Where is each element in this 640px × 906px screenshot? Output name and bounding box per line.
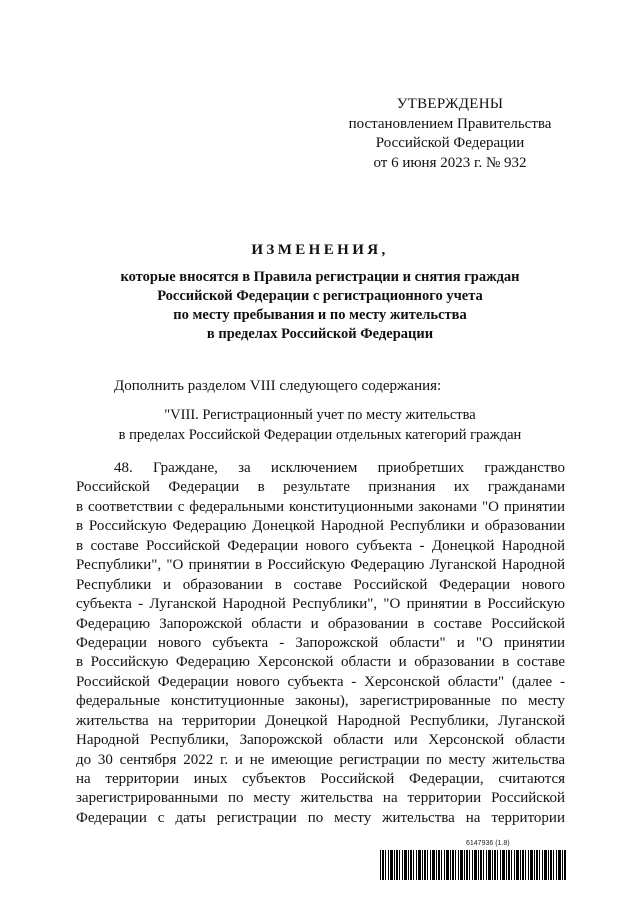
subtitle-line: в пределах Российской Федерации [206, 326, 434, 342]
body-line: 48. Граждане, за исключением приобретших гражданство [114, 460, 565, 476]
body-line: федеральные конституционные законы), зарегистрированные по месту [76, 693, 565, 710]
subtitle-line: по месту пребывания и по месту жительства [173, 307, 467, 323]
barcode-number: 6147936 (1.8) [466, 840, 510, 847]
intro-paragraph: Дополнить разделом VIII следующего содержания: [114, 378, 442, 394]
subtitle-line: Российской Федерации с регистрационного учета [157, 288, 483, 304]
body-line: Республики", "О принятии в Российскую Федерацию Луганской Народной [76, 557, 565, 574]
body-line: в Российскую Федерацию Херсонской области и образовании в составе [76, 654, 565, 671]
document-barcode [380, 840, 566, 882]
section-heading-line: в пределах Российской Федерации отдельных категорий граждан [118, 426, 522, 443]
body-line: субъекта - Луганской Народной Республики", "О принятии в Российскую [76, 596, 565, 613]
approval-stamp [300, 95, 600, 173]
body-line: до 30 сентября 2022 г. и не имеющие регистрации по месту жительства [76, 751, 565, 768]
body-line: в составе Российской Федерации нового субъекта - Донецкой Народной [76, 537, 565, 554]
section-heading-line: "VIII. Регистрационный учет по месту жительства [164, 407, 476, 423]
body-line: Республики и образовании в составе Российской Федерации нового [76, 576, 565, 593]
body-line: зарегистрированными по месту жительства на территории Российской [76, 790, 565, 807]
approval-line: Российской Федерации [375, 135, 525, 151]
document-title: ИЗМЕНЕНИЯ, [251, 242, 389, 258]
subtitle-line: которые вносятся в Правила регистрации и снятия граждан [120, 269, 520, 285]
body-line: Федерации с даты регистрации по месту жительства на территории [76, 809, 565, 826]
body-line: Федерации нового субъекта - Запорожской области" и "О принятии [76, 634, 565, 651]
section-heading [0, 406, 640, 445]
barcode-icon [380, 850, 566, 880]
body-line: жительства на территории Донецкой Народной Республики, Луганской [76, 712, 565, 729]
body-line: Российской Федерации в результате признания их гражданами [76, 479, 565, 496]
approval-line: от 6 июня 2023 г. № 932 [373, 154, 527, 171]
approval-line: постановлением Правительства [348, 115, 552, 132]
approval-heading: УТВЕРЖДЕНЫ [396, 96, 504, 112]
body-line: Федерацию Запорожской области и образовании в составе Российской [76, 615, 565, 632]
body-line: Народной Республики, Запорожской области или Херсонской области [76, 732, 565, 749]
body-paragraph [76, 459, 565, 828]
body-line: на территории иных субъектов Российской Федерации, считаются [76, 771, 565, 787]
document-subtitle [0, 268, 640, 344]
body-line: в Российскую Федерацию Донецкой Народной Республики и образовании [76, 518, 565, 535]
body-line: Российской Федерации нового субъекта - Херсонской области" (далее - [76, 673, 565, 690]
body-line: в соответствии с федеральными конституционными законами "О принятии [76, 498, 565, 515]
